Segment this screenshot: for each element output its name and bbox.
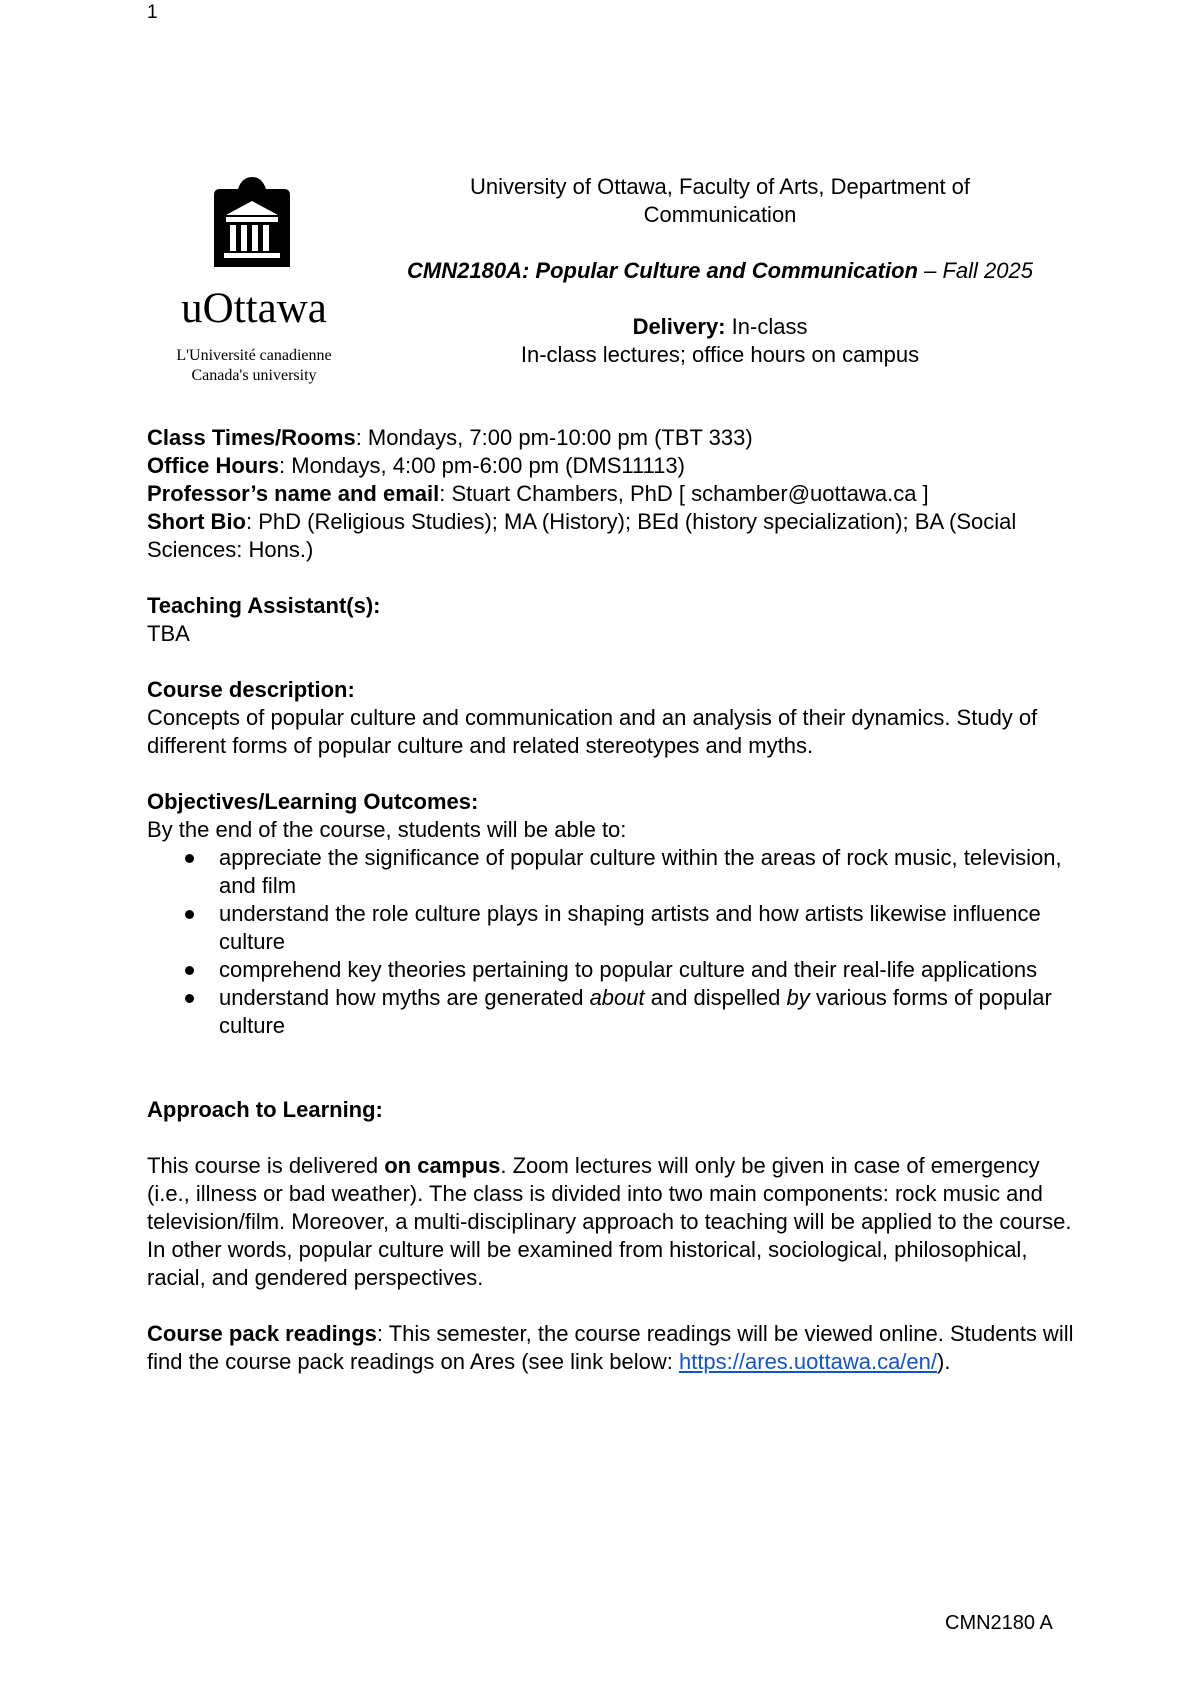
office-hours-value: : Mondays, 4:00 pm-6:00 pm (DMS11113) [279, 453, 685, 478]
bio-value: : PhD (Religious Studies); MA (History); BEd (history specialization); BA (Social Sciences: Hons.) [147, 509, 1017, 562]
outcome-emphasis: about [589, 985, 645, 1010]
syllabus-body [147, 424, 1077, 1376]
class-times-label: Class Times/Rooms [147, 425, 356, 450]
outcome-text: and dispelled [644, 985, 787, 1010]
readings-label: Course pack readings [147, 1321, 377, 1346]
ares-link[interactable]: https://ares.uottawa.ca/en/ [678, 1349, 938, 1374]
logo-tagline-en: Canada's university [191, 367, 317, 384]
uottawa-logo [158, 175, 358, 390]
class-times-line [147, 424, 1077, 452]
readings-text: : This semester, the course readings will be viewed online. Students will find the course pack readings on Ares (see link below: [147, 1321, 1074, 1374]
list-item [219, 984, 1077, 1040]
delivery-note: In-class lectures; office hours on campus [520, 342, 920, 367]
institution-line: University of Ottawa, Faculty of Arts, Department of Communication [469, 174, 971, 227]
footer-course-code: CMN2180 A [945, 1612, 1053, 1634]
professor-value: : Stuart Chambers, PhD [ schamber@uottawa.ca ] [439, 481, 929, 506]
bio-line [147, 508, 1077, 564]
readings-paragraph [147, 1320, 1077, 1376]
delivery-line [395, 313, 1045, 341]
course-title-line [395, 257, 1045, 285]
professor-label: Professor’s name and email [147, 481, 440, 506]
ta-heading: Teaching Assistant(s): [147, 593, 381, 618]
approach-text [147, 1152, 1077, 1292]
course-code-title: CMN2180A: Popular Culture and Communication [407, 258, 918, 283]
delivery-label: Delivery: [632, 314, 726, 339]
objectives-intro: By the end of the course, students will be able to: [147, 817, 627, 842]
list-item: appreciate the significance of popular culture within the areas of rock music, television, and film [219, 844, 1077, 900]
delivery-value: In-class [731, 314, 808, 339]
outcome-emphasis: by [786, 985, 810, 1010]
course-header [395, 173, 1045, 369]
approach-text-a: This course is delivered [147, 1153, 385, 1178]
class-times-value: : Mondays, 7:00 pm-10:00 pm (TBT 333) [355, 425, 753, 450]
course-term: – Fall 2025 [924, 258, 1033, 283]
list-item: comprehend key theories pertaining to popular culture and their real-life applications [219, 956, 1077, 984]
description-text: Concepts of popular culture and communication and an analysis of their dynamics. Study of different forms of popular culture and related stereotypes and myths. [147, 705, 1038, 758]
ta-value: TBA [147, 621, 190, 646]
office-hours-label: Office Hours [147, 453, 280, 478]
office-hours-line [147, 452, 1077, 480]
outcome-text: various forms of popular culture [219, 985, 1052, 1038]
objectives-heading: Objectives/Learning Outcomes: [147, 789, 479, 814]
logo-tagline-fr: L'Université canadienne [176, 347, 332, 364]
list-item: understand the role culture plays in shaping artists and how artists likewise influence culture [219, 900, 1077, 956]
professor-line [147, 480, 1077, 508]
bio-label: Short Bio [147, 509, 246, 534]
approach-heading: Approach to Learning: [147, 1097, 383, 1122]
page-number: 1 [147, 2, 158, 23]
logo-wordmark: uOttawa [181, 285, 327, 332]
approach-emphasis: on campus [384, 1153, 501, 1178]
outcomes-list [147, 844, 1077, 1040]
approach-text-c: . Zoom lectures will only be given in case of emergency (i.e., illness or bad weather). The class is divided into two main components: rock music and television/film. Moreover, a multi-disciplinary approach to teaching will be applied to the course. In other words, popular culture will be examined from historical, sociological, philosophical, racial, and gendered perspectives. [147, 1153, 1072, 1290]
outcome-text: understand how myths are generated [219, 985, 590, 1010]
description-heading: Course description: [147, 677, 355, 702]
logo-tagline [158, 346, 350, 386]
readings-end: ). [937, 1349, 951, 1374]
university-building-icon [210, 175, 294, 267]
